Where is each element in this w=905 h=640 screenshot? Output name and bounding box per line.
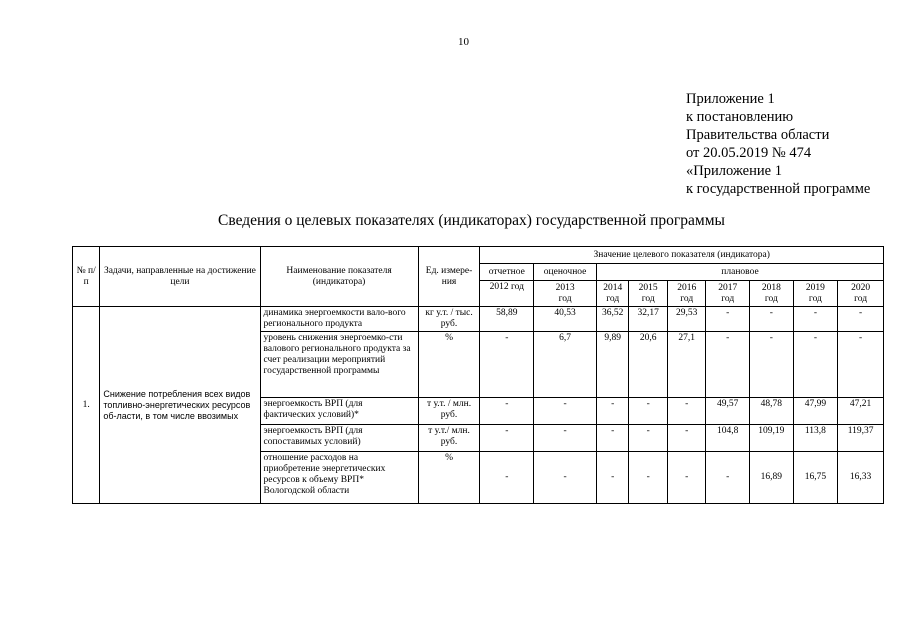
value-cell: - xyxy=(838,332,884,398)
value-cell: - xyxy=(629,425,668,452)
appendix-line: Приложение 1 xyxy=(686,91,775,107)
header-year: 2012 год xyxy=(480,281,534,307)
indicator-name: уровень снижения энергоемко-сти валового регионального продукта за счет реализации мероприятий государственной программы xyxy=(260,332,418,398)
value-cell: 48,78 xyxy=(750,398,794,425)
indicator-name: энергоемкость ВРП (для сопоставимых условий) xyxy=(260,425,418,452)
value-cell: 47,99 xyxy=(793,398,838,425)
header-year: 2013 год xyxy=(534,281,597,307)
value-cell: 104,8 xyxy=(706,425,750,452)
header-reported: отчетное xyxy=(480,264,534,281)
value-cell: 29,53 xyxy=(667,307,706,332)
indicators-table xyxy=(72,246,884,504)
value-cell: - xyxy=(480,452,534,504)
header-year: 2015 год xyxy=(629,281,668,307)
indicator-name: динамика энергоемкости вало-вого регионального продукта xyxy=(260,307,418,332)
unit-cell: т у.т./ млн. руб. xyxy=(418,425,480,452)
table-row xyxy=(73,307,884,332)
value-cell: 32,17 xyxy=(629,307,668,332)
value-cell: - xyxy=(597,425,629,452)
appendix-line: от 20.05.2019 № 474 xyxy=(686,145,812,161)
value-cell: - xyxy=(480,332,534,398)
header-year: 2018 год xyxy=(750,281,794,307)
value-cell: - xyxy=(750,307,794,332)
value-cell: - xyxy=(793,332,838,398)
header-indicator: Наименование показателя (индикатора) xyxy=(260,247,418,307)
header-task: Задачи, направленные на достижение цели xyxy=(100,247,260,307)
value-cell: 16,75 xyxy=(793,452,838,504)
value-cell: 20,6 xyxy=(629,332,668,398)
unit-cell: % xyxy=(418,332,480,398)
unit-cell: кг у.т. / тыс. руб. xyxy=(418,307,480,332)
value-cell: 27,1 xyxy=(667,332,706,398)
value-cell: - xyxy=(793,307,838,332)
indicator-name: отношение расходов на приобретение энергетических ресурсов к объему ВРП* Вологодской области xyxy=(260,452,418,504)
appendix-line: «Приложение 1 xyxy=(686,163,782,179)
value-cell: - xyxy=(534,452,597,504)
appendix-line: к постановлению xyxy=(686,109,794,125)
value-cell: 49,57 xyxy=(706,398,750,425)
value-cell: - xyxy=(534,425,597,452)
document-title: Сведения о целевых показателях (индикаторах) государственной программы xyxy=(218,212,725,229)
value-cell: - xyxy=(838,307,884,332)
value-cell: 109,19 xyxy=(750,425,794,452)
header-year: 2017 год xyxy=(706,281,750,307)
header-num: № п/п xyxy=(73,247,100,307)
value-cell: 6,7 xyxy=(534,332,597,398)
appendix-line: к государственной программе xyxy=(686,181,871,197)
value-cell: - xyxy=(750,332,794,398)
appendix-line: Правительства области xyxy=(686,127,830,143)
header-year: 2019 год xyxy=(793,281,838,307)
value-cell: 16,33 xyxy=(838,452,884,504)
value-cell: - xyxy=(706,452,750,504)
indicator-name: энергоемкость ВРП (для фактических условий)* xyxy=(260,398,418,425)
page-number: 10 xyxy=(458,36,469,48)
value-cell: 16,89 xyxy=(750,452,794,504)
value-cell: - xyxy=(597,398,629,425)
value-cell: - xyxy=(534,398,597,425)
value-cell: - xyxy=(667,452,706,504)
task-cell: Снижение потребления всех видов топливно-энергетических ресурсов об-ласти, в том числе ввозимых xyxy=(100,307,260,504)
appendix-block xyxy=(686,90,870,198)
value-cell: 9,89 xyxy=(597,332,629,398)
value-cell: - xyxy=(706,332,750,398)
header-year: 2016 год xyxy=(667,281,706,307)
header-estimated: оценочное xyxy=(534,264,597,281)
value-cell: - xyxy=(480,398,534,425)
header-unit: Ед. измере-ния xyxy=(418,247,480,307)
header-value-group: Значение целевого показателя (индикатора) xyxy=(480,247,884,264)
value-cell: - xyxy=(706,307,750,332)
unit-cell: т у.т. / млн. руб. xyxy=(418,398,480,425)
value-cell: 47,21 xyxy=(838,398,884,425)
unit-cell: % xyxy=(418,452,480,504)
value-cell: - xyxy=(667,398,706,425)
value-cell: - xyxy=(629,452,668,504)
value-cell: 119,37 xyxy=(838,425,884,452)
value-cell: - xyxy=(597,452,629,504)
value-cell: 58,89 xyxy=(480,307,534,332)
header-year: 2014 год xyxy=(597,281,629,307)
header-planned: плановое xyxy=(597,264,884,281)
row-number: 1. xyxy=(73,307,100,504)
value-cell: - xyxy=(667,425,706,452)
value-cell: - xyxy=(629,398,668,425)
value-cell: - xyxy=(480,425,534,452)
value-cell: 36,52 xyxy=(597,307,629,332)
header-year: 2020 год xyxy=(838,281,884,307)
value-cell: 40,53 xyxy=(534,307,597,332)
value-cell: 113,8 xyxy=(793,425,838,452)
